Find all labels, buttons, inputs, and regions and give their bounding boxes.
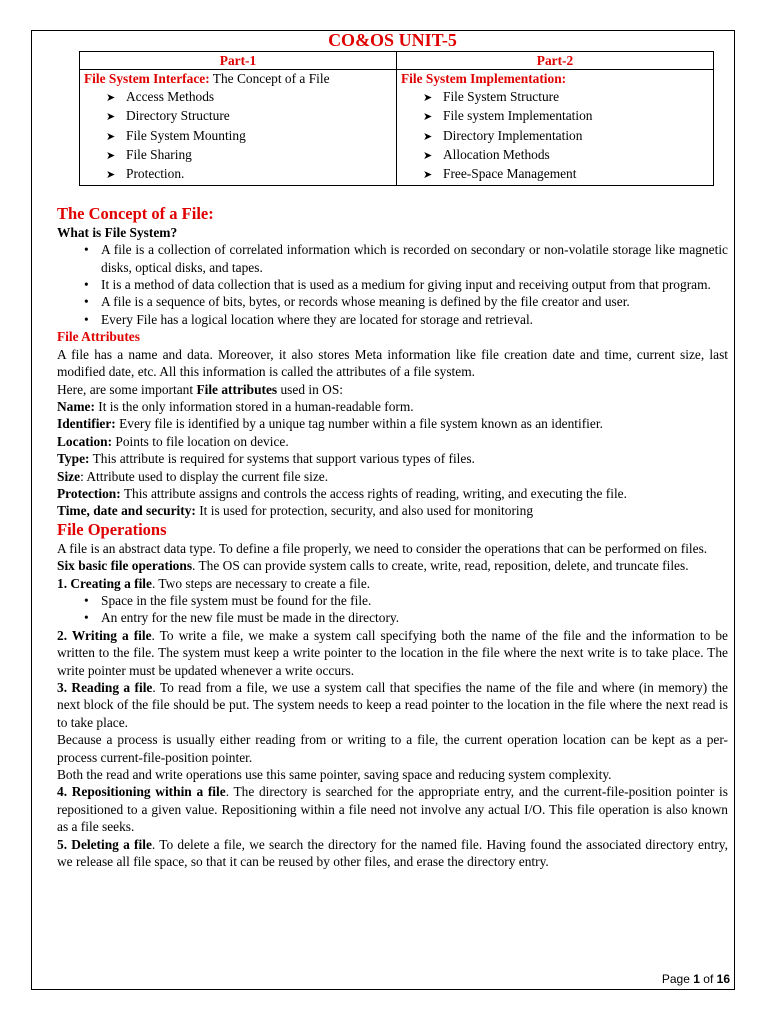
list-item: • An entry for the new file must be made in the directory. [101, 609, 728, 626]
operation-deleting: 5. Deleting a file. To delete a file, we search the directory for the named file. Having found the associated directory entry, we release all file space, so that it can be reused by other files, and erase the directory entry. [57, 836, 728, 870]
part1-cell [80, 70, 397, 185]
arrow-bullet-icon: ➤ [106, 130, 116, 143]
operation-repositioning: 4. Repositioning within a file. The directory is searched for the appropriate entry, and the current-file-position pointer is repositioned to a given value. Repositioning within a file need not involve any actual I/O. This file operation is also known as a file seeks. [57, 784, 728, 835]
arrow-bullet-icon: ➤ [106, 169, 116, 182]
arrow-bullet-icon: ➤ [423, 150, 433, 163]
concept-bullet-list [57, 241, 728, 328]
toc-item: ➤ Free-Space Management [401, 165, 709, 184]
list-item: • Every File has a logical location where they are located for storage and retrieval. [101, 311, 728, 328]
arrow-bullet-icon: ➤ [106, 111, 116, 124]
contents-header-row [80, 52, 714, 70]
toc-item: ➤ Access Methods [84, 88, 392, 107]
arrow-bullet-icon: ➤ [423, 130, 433, 143]
part1-header: Part-1 [80, 52, 397, 70]
attribute-time-date-security: Time, date and security: It is used for protection, security, and also used for monitoring [57, 503, 534, 519]
concept-subheading: What is File System? [57, 224, 178, 240]
list-item: • Space in the file system must be found for the file. [101, 592, 728, 609]
arrow-bullet-icon: ➤ [106, 91, 116, 104]
operations-heading: File Operations [57, 519, 167, 539]
toc-item: ➤ File System Structure [401, 88, 709, 107]
part1-label: File System Interface: The Concept of a File [84, 71, 330, 87]
attribute-identifier: Identifier: Every file is identified by a unique tag number within a file system known as an identifier. [57, 416, 603, 432]
operation-reading: 3. Reading a file. To read from a file, we use a system call that specifies the name of the file and where (in memory) the next block of the file should be put. The system needs to keep a read pointer to the location in the file where the next read is to take place. [57, 680, 728, 730]
attributes-intro: A file has a name and data. Moreover, it also stores Meta information like file creation date and time, current size, last modified date, etc. All this information is called the attributes of a file system. [57, 346, 728, 380]
attribute-name: Name: It is the only information stored in a human-readable form. [57, 398, 414, 414]
toc-item: ➤ Protection. [84, 165, 392, 184]
list-item: • It is a method of data collection that is used as a medium for giving input and receiving output from that program. [101, 276, 728, 293]
part2-label: File System Implementation: [401, 71, 567, 87]
arrow-bullet-icon: ➤ [423, 169, 433, 182]
toc-item: ➤ File Sharing [84, 146, 392, 165]
page-number: Page 1 of 16 [661, 972, 730, 986]
arrow-bullet-icon: ➤ [423, 91, 433, 104]
attribute-location: Location: Points to file location on device. [57, 433, 289, 449]
toc-item: ➤ Directory Implementation [401, 127, 709, 146]
concept-heading: The Concept of a File: [57, 203, 214, 223]
arrow-bullet-icon: ➤ [106, 150, 116, 163]
part2-cell [397, 70, 714, 185]
operation-creating: 1. Creating a file. Two steps are necessary to create a file. [57, 575, 371, 591]
toc-item: ➤ File system Implementation [401, 107, 709, 126]
contents-table [79, 51, 714, 186]
attribute-type: Type: This attribute is required for systems that support various types of files. [57, 451, 475, 467]
operations-six: Six basic file operations. The OS can provide system calls to create, write, read, reposition, delete, and truncate files. [57, 558, 689, 574]
list-item: • A file is a sequence of bits, bytes, or records whose meaning is defined by the file creator and user. [101, 293, 728, 310]
operations-because: Because a process is usually either reading from or writing to a file, the current operation location can be kept as a per-process current-file-position pointer. [57, 732, 728, 765]
operations-both: Both the read and write operations use this same pointer, saving space and reducing system complexity. [57, 767, 612, 783]
attributes-heading: File Attributes [57, 329, 140, 345]
toc-item: ➤ Allocation Methods [401, 146, 709, 165]
creating-bullet-list [57, 592, 728, 627]
attribute-protection: Protection: This attribute assigns and controls the access rights of reading, writing, and executing the file. [57, 485, 627, 501]
toc-item: ➤ Directory Structure [84, 107, 392, 126]
footer-rule [31, 989, 735, 990]
document-body [57, 30, 728, 870]
operations-intro: A file is an abstract data type. To define a file properly, we need to consider the operations that can be performed on files. [57, 540, 708, 556]
operation-writing: 2. Writing a file. To write a file, we make a system call specifying both the name of the file and the information to be written to the file. The system must keep a write pointer to the location in the file where the next write is to take place. The write pointer must be updated whenever a write occurs. [57, 627, 728, 678]
arrow-bullet-icon: ➤ [423, 111, 433, 124]
part2-header: Part-2 [397, 52, 714, 70]
attributes-lead: Here, are some important File attributes used in OS: [57, 381, 343, 397]
document-title: CO&OS UNIT-5 [328, 30, 457, 50]
list-item: • A file is a collection of correlated information which is recorded on secondary or non-volatile storage like magnetic disks, optical disks, and tapes. [101, 241, 728, 276]
attribute-size: Size: Attribute used to display the current file size. [57, 468, 329, 484]
contents-body-row [80, 70, 714, 185]
toc-item: ➤ File System Mounting [84, 127, 392, 146]
